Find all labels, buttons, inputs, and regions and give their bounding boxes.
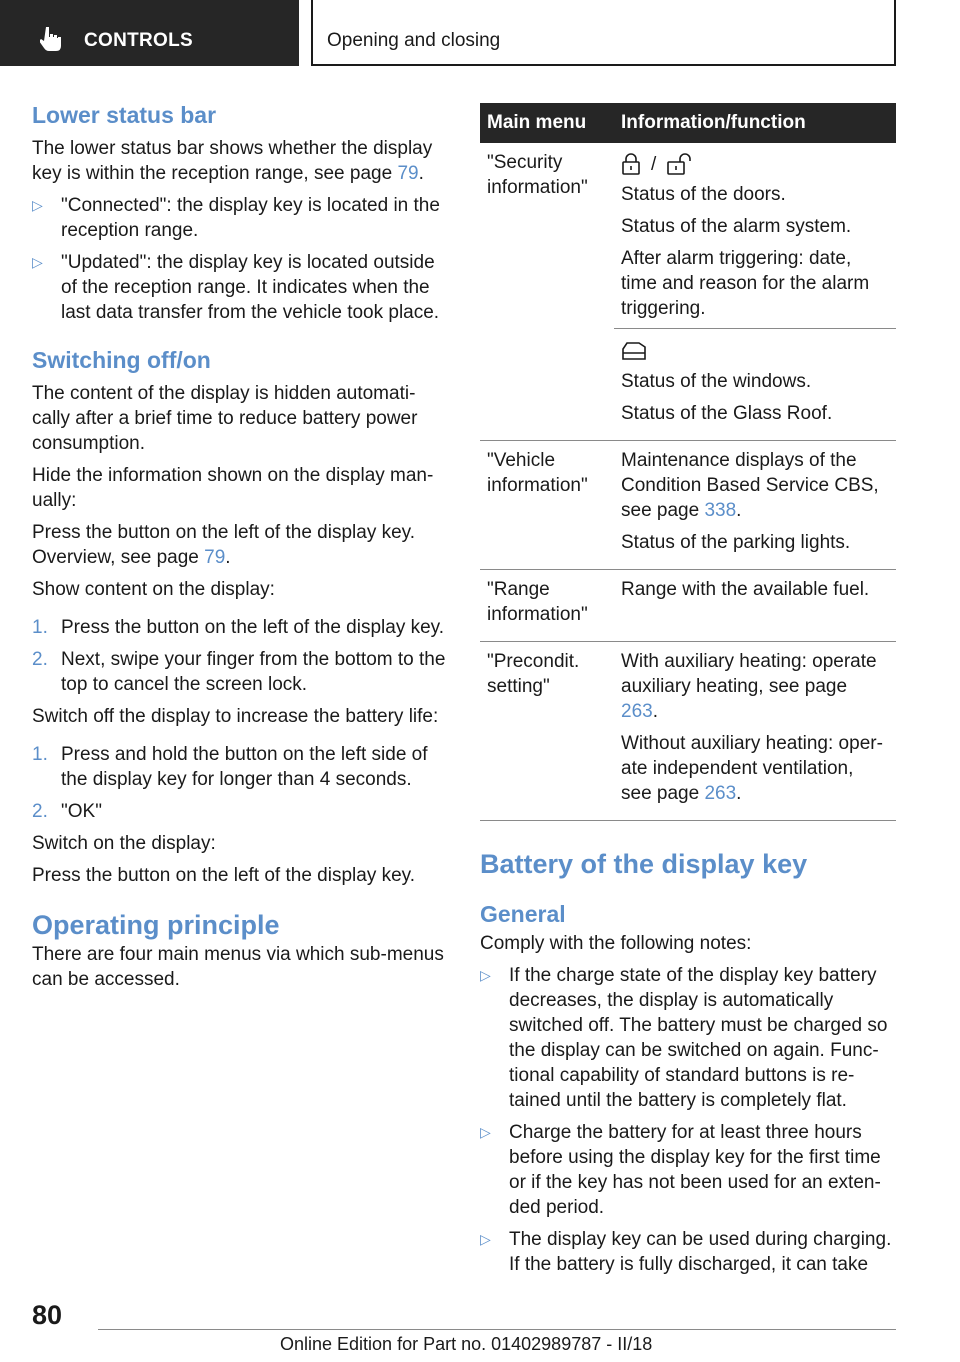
paragraph: Hide the information shown on the display man‐ ually:: [32, 465, 434, 511]
cell-text: Status of the alarm system.: [621, 216, 852, 237]
cell-text: Status of the parking lights.: [621, 532, 851, 553]
icon-row: [621, 337, 889, 365]
window-icon: [621, 341, 647, 361]
column-header: Main menu: [480, 103, 614, 143]
cell-text: Without auxiliary heating: oper‐ ate independent ventilation, see page 263.: [621, 733, 883, 804]
table-row: [480, 570, 896, 642]
menu-name: "Security information": [480, 143, 614, 441]
bullet-list: [480, 963, 896, 1277]
list-item: ▷ The display key can be used during charging. If the battery is fully discharged, it can take: [480, 1229, 892, 1275]
triangle-bullet-icon: ▷: [480, 967, 491, 983]
slash-separator: /: [651, 153, 657, 175]
menu-info: [614, 642, 896, 821]
page-link[interactable]: 79: [204, 547, 226, 568]
paragraph: Comply with the following notes:: [480, 933, 752, 954]
triangle-bullet-icon: ▷: [480, 1231, 491, 1247]
chapter-title: Opening and closing: [327, 30, 501, 51]
menu-name: "Precondit. setting": [480, 642, 614, 821]
cell-text: Maintenance displays of the Condition Based Service CBS, see page 338.: [621, 450, 879, 521]
paragraph: Switch off the display to increase the battery life:: [32, 706, 439, 727]
triangle-bullet-icon: ▷: [32, 254, 43, 270]
paragraph: The lower status bar shows whether the display key is within the reception range, see page 79.: [32, 138, 433, 184]
paragraph: There are four main menus via which sub-menus can be accessed.: [32, 944, 444, 990]
paragraph: Show content on the display:: [32, 579, 275, 600]
page-number: 80: [32, 1300, 63, 1330]
heading-operating-principle: Operating principle: [32, 910, 280, 940]
page-header: [0, 0, 960, 66]
menu-info: [614, 143, 896, 441]
cell-text: With auxiliary heating: operate auxiliary heating, see page 263.: [621, 651, 877, 722]
divider: [614, 328, 896, 329]
list-item: ▷ If the charge state of the display key battery decreases, the display is automatically switched off. The battery must be charged so the display can be switched on again. Func‐ tional capability of standard buttons is re‐ tained until the battery is completely flat.: [480, 965, 888, 1111]
heading-switching: Switching off/on: [32, 347, 211, 373]
heading-lower-status-bar: Lower status bar: [32, 102, 217, 128]
heading-general: General: [480, 901, 566, 927]
numbered-list: [32, 615, 448, 697]
page-link[interactable]: 79: [397, 163, 419, 184]
triangle-bullet-icon: ▷: [480, 1124, 491, 1140]
page-link[interactable]: 263: [621, 701, 653, 722]
list-item: ▷ "Updated": the display key is located outside of the reception range. It indicates when the last data transfer from the vehicle took place.: [32, 252, 440, 323]
menu-name: "Range information": [480, 570, 614, 642]
paragraph: Overview, see page 79.: [32, 547, 231, 568]
right-column: [480, 100, 896, 1284]
bullet-list: [32, 193, 448, 325]
cell-text: Range with the available fuel.: [621, 579, 870, 600]
edition-text: Online Edition for Part no. 01402989787 - II/18: [280, 1334, 653, 1354]
paragraph: Press the button on the left of the display key.: [32, 865, 416, 886]
table-row: [480, 441, 896, 570]
cell-text: After alarm triggering: date, time and reason for the alarm triggering.: [621, 248, 870, 319]
hand-pointer-icon: [40, 26, 62, 52]
list-item: ▷ Charge the battery for at least three hours before using the display key for the first time or if the key has not been used for an exten‐ ded period.: [480, 1122, 881, 1218]
lock-closed-icon: [621, 153, 641, 175]
page-link[interactable]: 263: [704, 783, 737, 804]
page-link[interactable]: 338: [704, 500, 737, 521]
main-menu-table: [480, 103, 896, 821]
paragraph: Switch on the display:: [32, 833, 216, 854]
table-row: [480, 642, 896, 821]
paragraph: The content of the display is hidden automati‐ cally after a brief time to reduce battery power consumption.: [32, 383, 418, 454]
section-tab: [0, 0, 299, 66]
cell-text: Status of the windows.: [621, 371, 812, 392]
cell-text: Status of the Glass Roof.: [621, 403, 833, 424]
numbered-list: [32, 742, 448, 824]
table-row: [480, 143, 896, 441]
footer-divider: [98, 1329, 896, 1330]
list-item: 2. "OK": [32, 801, 102, 822]
list-item: 1. Press the button on the left of the display key.: [32, 617, 445, 638]
list-item: 2. Next, swipe your finger from the bottom to the top to cancel the screen lock.: [32, 649, 446, 695]
column-header: Information/function: [614, 103, 896, 143]
menu-info: [614, 570, 896, 642]
list-item: ▷ "Connected": the display key is located in the reception range.: [32, 195, 440, 241]
menu-name: "Vehicle information": [480, 441, 614, 570]
chapter-box: [311, 0, 896, 66]
cell-text: Status of the doors.: [621, 184, 786, 205]
triangle-bullet-icon: ▷: [32, 197, 43, 213]
heading-battery: Battery of the display key: [480, 849, 808, 879]
section-label: CONTROLS: [84, 30, 194, 51]
menu-info: [614, 441, 896, 570]
left-column: [32, 100, 448, 999]
lock-open-icon: [666, 153, 692, 175]
paragraph: Press the button on the left of the display key.: [32, 522, 416, 543]
icon-row: [621, 150, 889, 178]
table-header-row: [480, 103, 896, 143]
list-item: 1. Press and hold the button on the left side of the display key for longer than 4 seconds.: [32, 744, 428, 790]
